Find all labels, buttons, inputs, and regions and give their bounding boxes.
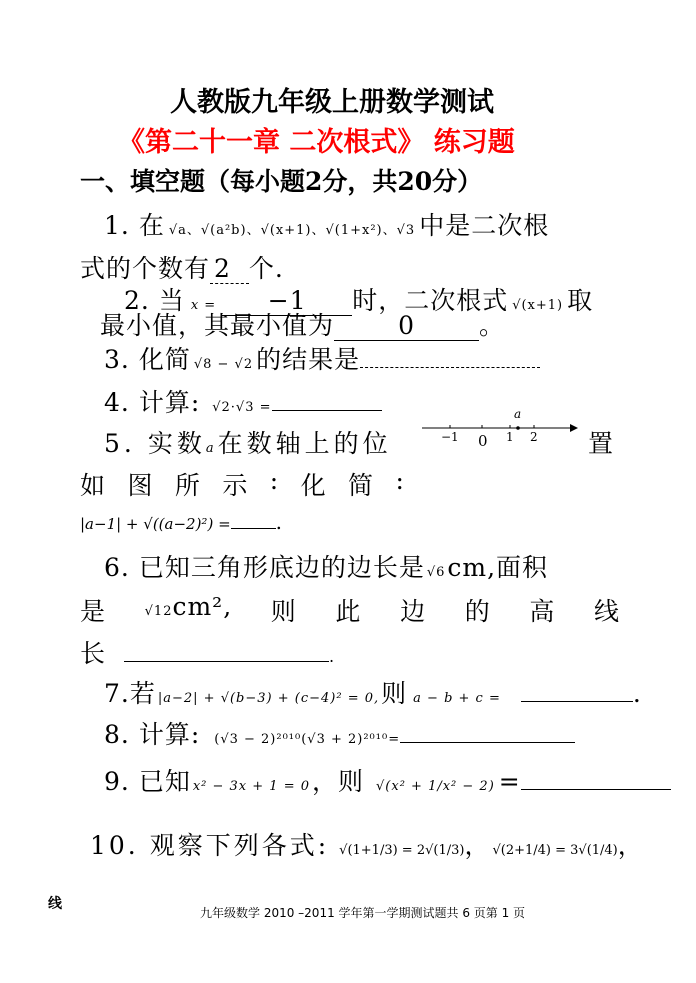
section-heading: 一、填空题（每小题2分，共20分） — [80, 167, 483, 196]
sqrt-expression-list: √a、√(a²b)、√(x+1)、√(1+x²)、√3 — [168, 223, 416, 238]
question-number: 1. — [104, 211, 130, 240]
answer-blank — [521, 769, 671, 790]
answer-blank — [521, 681, 633, 702]
tick-label: 2 — [530, 430, 538, 444]
answer-blank — [400, 722, 575, 743]
question-5-expression: |a−1| + √((a−2)²) = . — [80, 510, 282, 534]
question-9: 9. 已知 x² − 3x + 1 = 0，则 √(x² + 1/x² − 2) = — [104, 762, 671, 798]
binding-line-mark: 线 — [48, 896, 62, 912]
number-line-arrow — [570, 424, 578, 432]
question-5-line2: 如 图 所 示 : 化 简 : — [80, 466, 405, 500]
question-6-line1: 6. 已知三角形底边的边长是 √6cm,面积 — [104, 553, 549, 582]
question-7: 7.若 |a−2| + √(b−3) + (c−4)² = 0,则 a − b + c = . — [104, 679, 642, 708]
answer-blank-dashed — [360, 347, 540, 368]
point-a — [516, 426, 520, 430]
tick-label: 1 — [506, 430, 514, 444]
answer-blank: 0 — [334, 311, 479, 341]
question-1-line2: 式的个数有 2 个. — [80, 254, 284, 283]
tick-label: 0 — [478, 432, 488, 450]
answer-blank: −1 — [222, 286, 352, 316]
point-label: a — [514, 407, 522, 421]
question-6-line3: 长 . — [80, 639, 336, 668]
question-2-line2: 最小值，其最小值为 0 。 — [100, 311, 506, 340]
question-1-line1: 1. 在 √a、√(a²b)、√(x+1)、√(1+x²)、√3 中是二次根 — [104, 211, 550, 240]
question-3: 3. 化简 √8 − √2 的结果是 — [104, 340, 540, 376]
answer-blank — [231, 514, 276, 529]
question-5-end: 置 — [588, 429, 615, 458]
question-5-line1: 5. 实数a在数轴上的位 — [104, 429, 392, 458]
page-footer: 九年级数学 2010 –2011 学年第一学期测试题共 6 页第 1 页 — [200, 906, 526, 920]
question-10: 10. 观察下列各式: √(1+1/3) = 2√(1/3)，√(2+1/4) = 3√(1/4)， — [90, 831, 646, 860]
page-title: 人教版九年级上册数学测试 — [170, 87, 494, 118]
question-8: 8. 计算: (√3 − 2)²⁰¹⁰(√3 + 2)²⁰¹⁰= — [104, 715, 575, 751]
answer-blank — [124, 639, 329, 662]
answer-blank — [272, 390, 382, 411]
answer-filled: 2 — [210, 254, 249, 284]
chapter-subtitle: 《第二十一章 二次根式》 练习题 — [118, 127, 515, 158]
question-2-line1: 2. 当 x = −1 时，二次根式 √(x+1) 取 — [124, 286, 594, 315]
question-6-line2: 是 √12cm², 则 此 边 的 高 线 — [80, 592, 620, 626]
tick-label: −1 — [441, 430, 459, 444]
question-4: 4. 计算: √2·√3 = — [104, 383, 382, 419]
